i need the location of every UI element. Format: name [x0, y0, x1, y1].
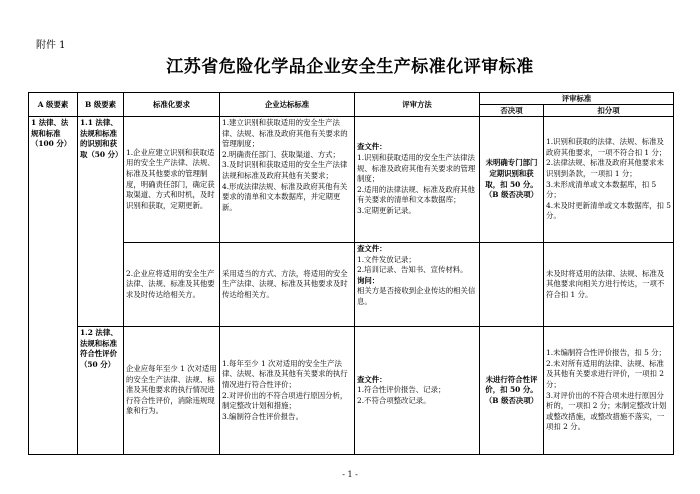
std-line: 3.及时识别和获取适用的安全生产法律法规和标准及政府其他有关要求； [222, 160, 348, 180]
requirement-2: 2.企业应将适用的安全生产法律、法规、标准及其他要求及时传达给相关方。 [124, 243, 220, 327]
method-line: 1.符合性评价报告、记录； [357, 385, 446, 395]
enterprise-standard-2: 采用适当的方式、方法，将适用的安全生产法律、法规、标准及其他要求及时传达给相关方。 [220, 243, 355, 327]
method-line: 相关方是否接收到企业传达的相关信息。 [357, 286, 476, 306]
method-line: 3.定期更新记录。 [357, 205, 416, 215]
method-line: 1.文件发放记录； [357, 254, 416, 264]
b-level-element-1-2: 1.2 法律、法规和标准符合性评价（50 分） [78, 327, 124, 455]
veto-2 [480, 243, 544, 327]
std-line: 1.每年至少 1 次对适用的安全生产法律、法规、标准及其他有关要求的执行情况进行符合性评价； [222, 358, 348, 389]
deduct-line: 3.未形成清单或文本数据库，扣 5 分； [546, 179, 657, 200]
std-line: 4.形成法律法规、标准及政府其他有关要求的清单和文本数据库，并定期更新。 [222, 181, 348, 212]
method-line: 2.适用的法律法规、标准及政府其他有关要求的清单和文本数据库； [357, 184, 475, 205]
requirement-3: 企业应每年至少 1 次对适用的安全生产法律、法规、标准及其他要求的执行情况进行符合性评价，消除违规现象和行为。 [124, 327, 220, 455]
header-b-level: B 级要素 [78, 93, 124, 117]
deduct-line: 2.法律法规、标准及政府其他要求未识别到条款，一项扣 1 分； [546, 158, 664, 178]
review-method-3 [355, 327, 480, 455]
header-veto: 否决项 [480, 105, 544, 117]
header-review-standard: 评审标准 [480, 93, 674, 105]
deduct-line: 2.未对所有适用的法律、法规、标准及其他有关要求进行评价，一项扣 2 分； [546, 358, 664, 389]
header-enterprise-standard: 企业达标标准 [220, 93, 355, 117]
deduction-3 [544, 327, 674, 455]
deduct-line: 3.对评价出的不符合项未进行原因分析的，一项扣 2 分；未制定整改计划或整改措施，或整改措施不落实，一项扣 2 分。 [546, 390, 667, 432]
method-line: 2.不符合项整改记录。 [357, 395, 431, 405]
document-title: 江苏省危险化学品企业安全生产标准化评审标准 [166, 57, 534, 77]
b-level-element-1-1: 1.1 法律、法规和标准的识别和获取（50 分） [78, 117, 124, 327]
deduction-1 [544, 117, 674, 243]
std-line: 2.明确责任部门、获取渠道、方式； [222, 149, 340, 159]
header-deduct: 扣分项 [544, 105, 674, 117]
page-number: - 1 - [342, 470, 358, 479]
a-level-element: 1 法律、法规和标准（100 分） [29, 117, 78, 455]
review-method-1 [355, 117, 480, 243]
std-line: 1.建立识别和获取适用的安全生产法律、法规、标准及政府其他有关要求的管理制度； [222, 118, 348, 149]
method-heading: 询问： [357, 275, 380, 285]
requirement-1: 1.企业应建立识别和获取适用的安全生产法律、法规、标准及其他要求的管理制度，明确责任部门，确定获取渠道、方式和时机，及时识别和获取，定期更新。 [124, 117, 220, 243]
header-a-level: A 级要素 [29, 93, 78, 117]
deduct-line: 4.未及时更新清单或文本数据库，扣 5 分。 [546, 200, 671, 221]
deduct-line: 1.识别和获取的法律、法规、标准及政府其他要求，一项不符合扣 1 分； [546, 137, 667, 157]
deduction-2: 未及时将适用的法律、法规、标准及其他要求向相关方进行传达，一项不符合扣 1 分。 [544, 243, 674, 327]
enterprise-standard-1 [220, 117, 355, 243]
veto-1: 未明确专门部门定期识别和获取，扣 50 分。（B 级否决项） [480, 117, 544, 243]
header-review-method: 评审方法 [355, 93, 480, 117]
method-heading: 查文件： [357, 244, 387, 253]
enterprise-standard-3 [220, 327, 355, 455]
review-method-2 [355, 243, 480, 327]
review-standard-table [28, 92, 674, 455]
veto-3: 未进行符合性评价，扣 50 分。（B 级否决项） [480, 327, 544, 455]
method-line: 2.培训记录、告知书、宣传材料。 [357, 265, 468, 275]
header-standard-requirement: 标准化要求 [124, 93, 220, 117]
method-heading: 查文件： [357, 374, 387, 384]
std-line: 3.编制符合性评价报告。 [222, 411, 303, 421]
method-line: 1.识别和获取适用的安全生产法律法规、标准及政府其他有关要求的管理制度； [357, 153, 476, 184]
method-heading: 查文件： [357, 142, 387, 152]
attachment-label: 附件 1 [36, 40, 66, 51]
std-line: 2.对评价出的不符合项进行原因分析，制定整改计划和措施； [222, 390, 348, 411]
deduct-line: 1.未编制符合性评价报告，扣 5 分； [546, 348, 666, 358]
